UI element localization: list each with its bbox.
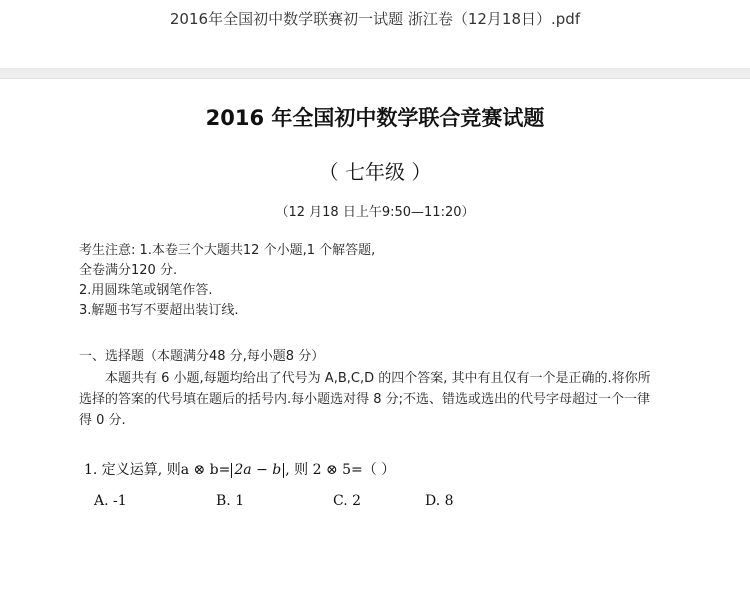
question-1-options [0, 493, 750, 513]
absolute-value-expression: 2a − b [231, 463, 284, 478]
section-heading: 一、选择题（本题满分48 分,每小题8 分） [79, 349, 325, 364]
note-line: 全卷满分120 分. [79, 263, 178, 278]
option-c: C. 2 [333, 493, 362, 509]
grade-label: （ 七年级 ） [318, 160, 432, 184]
pdf-file-name: 2016年全国初中数学联赛初一试题 浙江卷（12月18日）.pdf [169, 10, 581, 28]
exam-time: （12 月18 日上午9:50—11:20） [275, 205, 475, 220]
note-line: 考生注意: 1.本卷三个大题共12 个小题,1 个解答题, [79, 243, 376, 258]
note-line: 2.用圆珠笔或钢笔作答. [79, 283, 213, 298]
question-1-suffix: , 则 2 ⊗ 5=（ ） [285, 462, 396, 478]
section-choice-questions [79, 346, 654, 431]
section-description: 本题共有 6 小题,每题均给出了代号为 A,B,C,D 的四个答案, 其中有且仅有一个是正确的.将你所选择的答案的代号填在题后的括号内.每小题选对得 8 分;不选、错选或选出的代号字母超过一个一律得 0 分. [79, 371, 651, 428]
question-1 [84, 459, 644, 479]
question-1-prefix: 1. 定义运算, 则a ⊗ b= [84, 462, 231, 478]
option-b: B. 1 [216, 493, 245, 509]
note-line: 3.解题书写不要超出装订线. [79, 303, 239, 318]
option-a: A. -1 [94, 493, 127, 509]
page-gap-divider [0, 68, 750, 79]
exam-notes [79, 241, 679, 321]
document-title: 2016 年全国初中数学联合竞赛试题 [205, 106, 545, 130]
option-d: D. 8 [425, 493, 454, 509]
pdf-title-bar [0, 0, 750, 68]
